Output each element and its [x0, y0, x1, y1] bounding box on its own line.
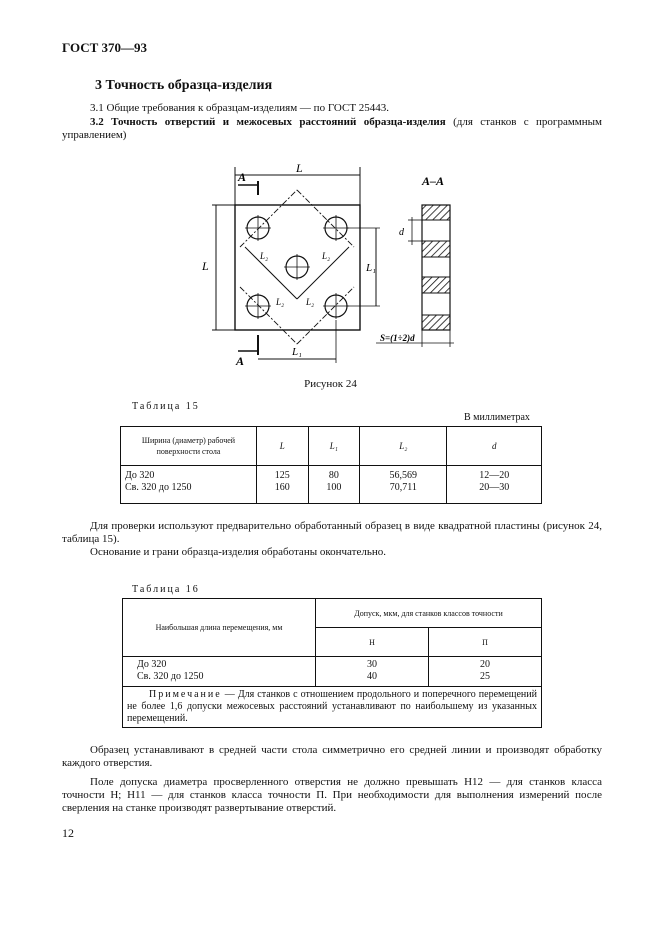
table-16-note-row	[123, 687, 542, 728]
table-15-units: В миллиметрах	[464, 412, 530, 423]
table-16-header-P: П	[428, 628, 541, 657]
table-15-d-values: 12—20 20—30	[447, 466, 542, 504]
page-number: 12	[62, 826, 74, 840]
table-15-header-width: Ширина (диаметр) рабочей поверхности стола	[121, 427, 257, 466]
label-d: d	[399, 227, 404, 238]
figure-caption: Рисунок 24	[304, 378, 357, 390]
section-outline	[422, 205, 450, 330]
table-16-note-text: — Для станков с отношением продольного и поперечного перемещений не более 1,6 допуски межосевых расстояний устанавливают по наибольшему из указанных перемещений.	[127, 689, 537, 724]
diagonal-left-upper	[240, 190, 297, 247]
table-16-header-length: Наибольшая длина перемещения, мм	[123, 599, 316, 657]
section-hatch-3	[422, 277, 450, 293]
table-16-note-label: Примечание	[149, 689, 222, 700]
table-15-L1-values: 80 100	[308, 466, 360, 504]
table-16-header-row-1	[123, 599, 542, 628]
table-15-header-L: L	[257, 427, 309, 466]
table-15-L-values: 125 160	[257, 466, 309, 504]
table-16-note	[123, 687, 542, 728]
table-16-header-tolerance: Допуск, мкм, для станков классов точности	[316, 599, 542, 628]
label-L2-c: L₂	[276, 297, 285, 307]
table-16-data-row	[123, 657, 542, 687]
paragraph-base: Основание и грани образца-изделия обработаны окончательно.	[90, 546, 386, 558]
paragraph-tolerance: Поле допуска диаметра просверленного отверстия не должно превышать H12 — для станков класса точности Н; Н11 — для станков класса точности П. При необходимости для выполнения измерений после сверления на станке производят развертывание отверстий.	[62, 776, 602, 814]
table-15-width-values: До 320 Св. 320 до 1250	[121, 466, 257, 504]
table-15-header-d: d	[447, 427, 542, 466]
table-15-header-row	[121, 427, 542, 466]
table-16-length-values: До 320 Св. 320 до 1250	[123, 657, 316, 687]
label-L2-d: L₂	[306, 297, 315, 307]
label-A-top: A	[238, 170, 247, 184]
section-title: 3 Точность образца-изделия	[95, 78, 273, 93]
table-16-H-values: 30 40	[316, 657, 429, 687]
diagonal-right-lower	[297, 287, 354, 344]
label-L1-bottom: L₁	[292, 346, 302, 358]
table-15-data-row	[121, 466, 542, 504]
section-hatch-1	[422, 205, 450, 220]
table-15-header-L1: L₁	[308, 427, 360, 466]
label-L-top: L	[296, 161, 303, 175]
table-15-L2-values: 56,569 70,711	[360, 466, 447, 504]
section-title: A–A	[422, 174, 445, 188]
label-L2-a: L₂	[260, 251, 269, 261]
paragraph-check: Для проверки используют предварительно обработанный образец в виде квадратной пластины (рисунок 24, таблица 15).	[62, 520, 602, 545]
diagonal-left-lower	[240, 287, 297, 344]
table-15	[120, 426, 542, 504]
figure-24-drawing	[200, 155, 470, 375]
paragraph-3-2	[62, 116, 602, 142]
diagonal-right-upper	[297, 190, 354, 247]
section-hatch-2	[422, 241, 450, 257]
table-16	[122, 598, 542, 728]
paragraph-install: Образец устанавливают в средней части стола симметрично его средней линии и производят обработку каждого отверстия.	[62, 744, 602, 769]
label-S: S=(1÷2)d	[380, 333, 415, 343]
table-16-P-values: 20 25	[428, 657, 541, 687]
plate-outline	[235, 205, 360, 330]
label-L1-side: L₁	[366, 262, 376, 274]
document-header: ГОСТ 370—93	[62, 40, 148, 55]
table-16-header-H: Н	[316, 628, 429, 657]
table-15-header-L2: L₂	[360, 427, 447, 466]
label-A-bottom: A	[236, 354, 245, 368]
paragraph-3-1: 3.1 Общие требования к образцам-изделиям — по ГОСТ 25443.	[90, 102, 390, 114]
label-L-left: L	[202, 259, 209, 273]
table-15-label: Таблица 15	[132, 401, 200, 412]
paragraph-3-2-heading: 3.2 Точность отверстий и межосевых расстояний образца-изделия	[90, 116, 446, 128]
section-hatch-4	[422, 315, 450, 330]
table-16-label: Таблица 16	[132, 584, 200, 595]
label-L2-b: L₂	[322, 251, 331, 261]
paragraph-3-2-text: (для станков с программным управлением)	[62, 116, 602, 141]
